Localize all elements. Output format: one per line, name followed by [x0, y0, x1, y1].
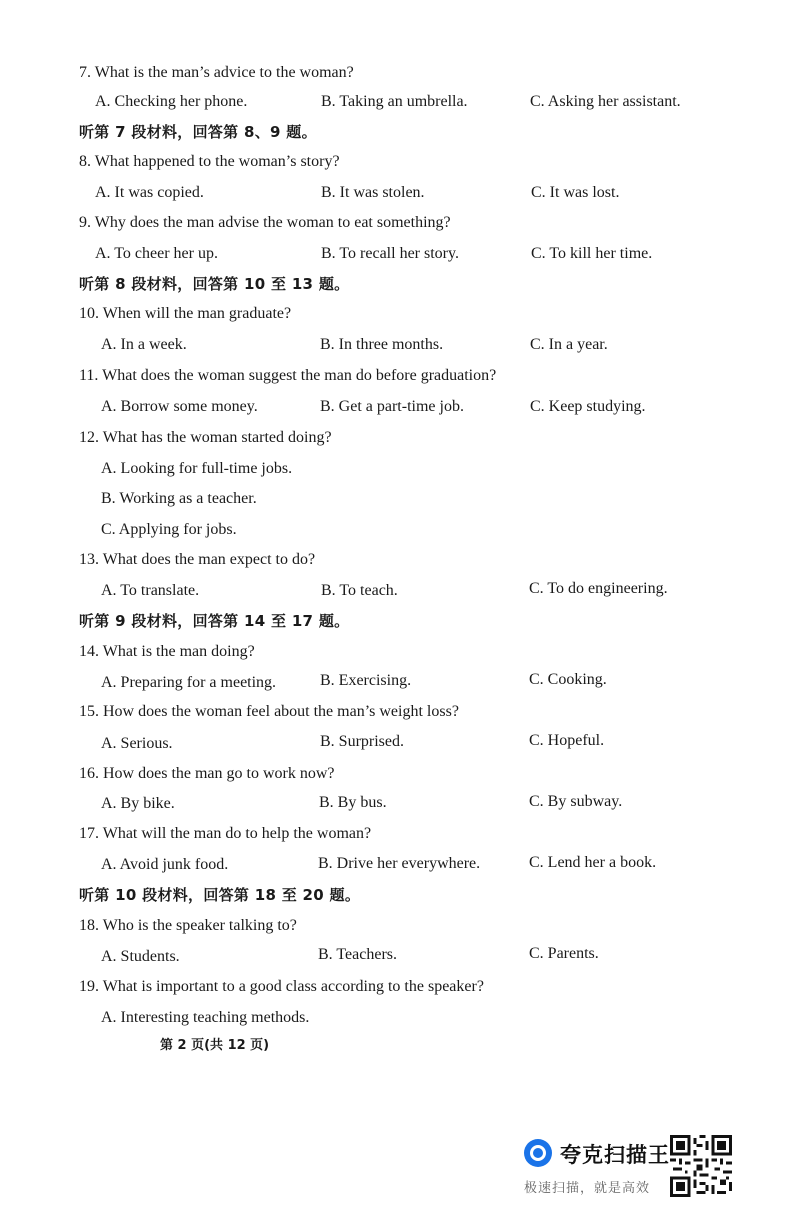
option-c: C. Lend her a book.	[529, 854, 657, 871]
option-b: B. Working as a teacher.	[101, 490, 257, 507]
question-text: Why does the man advise the woman to eat something?	[94, 214, 451, 231]
option-c: C. Hopeful.	[529, 732, 605, 749]
question-15	[79, 702, 459, 722]
option-a: A. By bike.	[101, 795, 175, 812]
question-18	[79, 916, 297, 936]
option-c: C. Cooking.	[529, 671, 607, 688]
option-c: C. By subway.	[529, 793, 623, 810]
question-number: 19.	[79, 978, 99, 995]
scanner-watermark	[520, 1135, 760, 1199]
section-instruction: 听第 7 段材料，回答第 8、9 题。	[79, 123, 317, 141]
question-16	[79, 764, 335, 784]
question-number: 11.	[79, 367, 99, 384]
question-text: How does the man go to work now?	[103, 765, 335, 782]
section-instruction: 听第 8 段材料，回答第 10 至 13 题。	[79, 275, 350, 293]
option-c: C. Asking her assistant.	[530, 93, 681, 110]
question-8	[79, 152, 340, 172]
option-b: B. By bus.	[319, 794, 387, 811]
question-11	[79, 366, 496, 386]
question-text: What is the man’s advice to the woman?	[94, 64, 354, 81]
option-b: B. Drive her everywhere.	[318, 855, 481, 872]
option-c: C. To kill her time.	[531, 245, 653, 262]
question-19	[79, 977, 484, 997]
option-c: C. In a year.	[530, 336, 608, 353]
option-a: A. To cheer her up.	[95, 245, 218, 262]
qr-code-icon	[670, 1135, 732, 1197]
option-a: A. Preparing for a meeting.	[101, 674, 277, 691]
question-number: 16.	[79, 765, 99, 782]
option-b: B. To recall her story.	[321, 245, 459, 262]
page-footer: 第 2 页(共 12 页)	[160, 1038, 270, 1053]
question-number: 15.	[79, 703, 99, 720]
section-instruction: 听第 10 段材料，回答第 18 至 20 题。	[79, 886, 361, 904]
question-text: How does the woman feel about the man’s weight loss?	[103, 703, 459, 720]
question-number: 17.	[79, 825, 99, 842]
question-number: 10.	[79, 305, 99, 322]
question-text: What does the man expect to do?	[102, 551, 316, 568]
option-b: B. Taking an umbrella.	[321, 93, 468, 110]
question-9	[79, 213, 451, 233]
option-b: B. Get a part-time job.	[320, 398, 464, 415]
option-c: C. Parents.	[529, 945, 599, 962]
question-text: What does the woman suggest the man do before graduation?	[102, 367, 497, 384]
question-number: 18.	[79, 917, 99, 934]
question-13	[79, 550, 315, 570]
option-b: B. In three months.	[320, 336, 444, 353]
option-a: A. Interesting teaching methods.	[101, 1009, 310, 1026]
option-b: B. Surprised.	[320, 733, 404, 750]
option-a: A. Serious.	[101, 735, 173, 752]
option-a: A. In a week.	[101, 336, 187, 353]
option-a: A. Borrow some money.	[101, 398, 258, 415]
question-10	[79, 304, 291, 324]
question-text: What has the woman started doing?	[102, 429, 332, 446]
option-c: C. Applying for jobs.	[101, 521, 237, 538]
question-number: 9.	[79, 214, 91, 231]
question-text: What is important to a good class according to the speaker?	[102, 978, 484, 995]
option-a: A. Checking her phone.	[95, 93, 248, 110]
option-b: B. To teach.	[321, 582, 398, 599]
watermark-tagline: 极速扫描，就是高效	[524, 1181, 651, 1196]
option-b: B. It was stolen.	[321, 184, 425, 201]
option-b: B. Teachers.	[318, 946, 397, 963]
option-a: A. To translate.	[101, 582, 200, 599]
quark-logo-icon	[524, 1139, 552, 1167]
question-text: What is the man doing?	[102, 643, 255, 660]
question-14	[79, 642, 255, 662]
question-number: 14.	[79, 643, 99, 660]
question-number: 12.	[79, 429, 99, 446]
option-c: C. Keep studying.	[530, 398, 646, 415]
question-7	[79, 63, 354, 83]
question-text: What happened to the woman’s story?	[94, 153, 340, 170]
section-instruction: 听第 9 段材料，回答第 14 至 17 题。	[79, 612, 350, 630]
question-text: What will the man do to help the woman?	[102, 825, 372, 842]
question-text: Who is the speaker talking to?	[102, 917, 297, 934]
question-number: 8.	[79, 153, 91, 170]
question-number: 13.	[79, 551, 99, 568]
option-c: C. It was lost.	[531, 184, 620, 201]
option-a: A. Students.	[101, 948, 180, 965]
question-17	[79, 824, 371, 844]
question-text: When will the man graduate?	[102, 305, 292, 322]
option-c: C. To do engineering.	[529, 580, 668, 597]
option-b: B. Exercising.	[320, 672, 412, 689]
option-a: A. Looking for full-time jobs.	[101, 460, 293, 477]
watermark-brand: 夸克扫描王	[560, 1143, 670, 1167]
question-12	[79, 428, 332, 448]
question-number: 7.	[79, 64, 91, 81]
option-a: A. Avoid junk food.	[101, 856, 229, 873]
option-a: A. It was copied.	[95, 184, 204, 201]
